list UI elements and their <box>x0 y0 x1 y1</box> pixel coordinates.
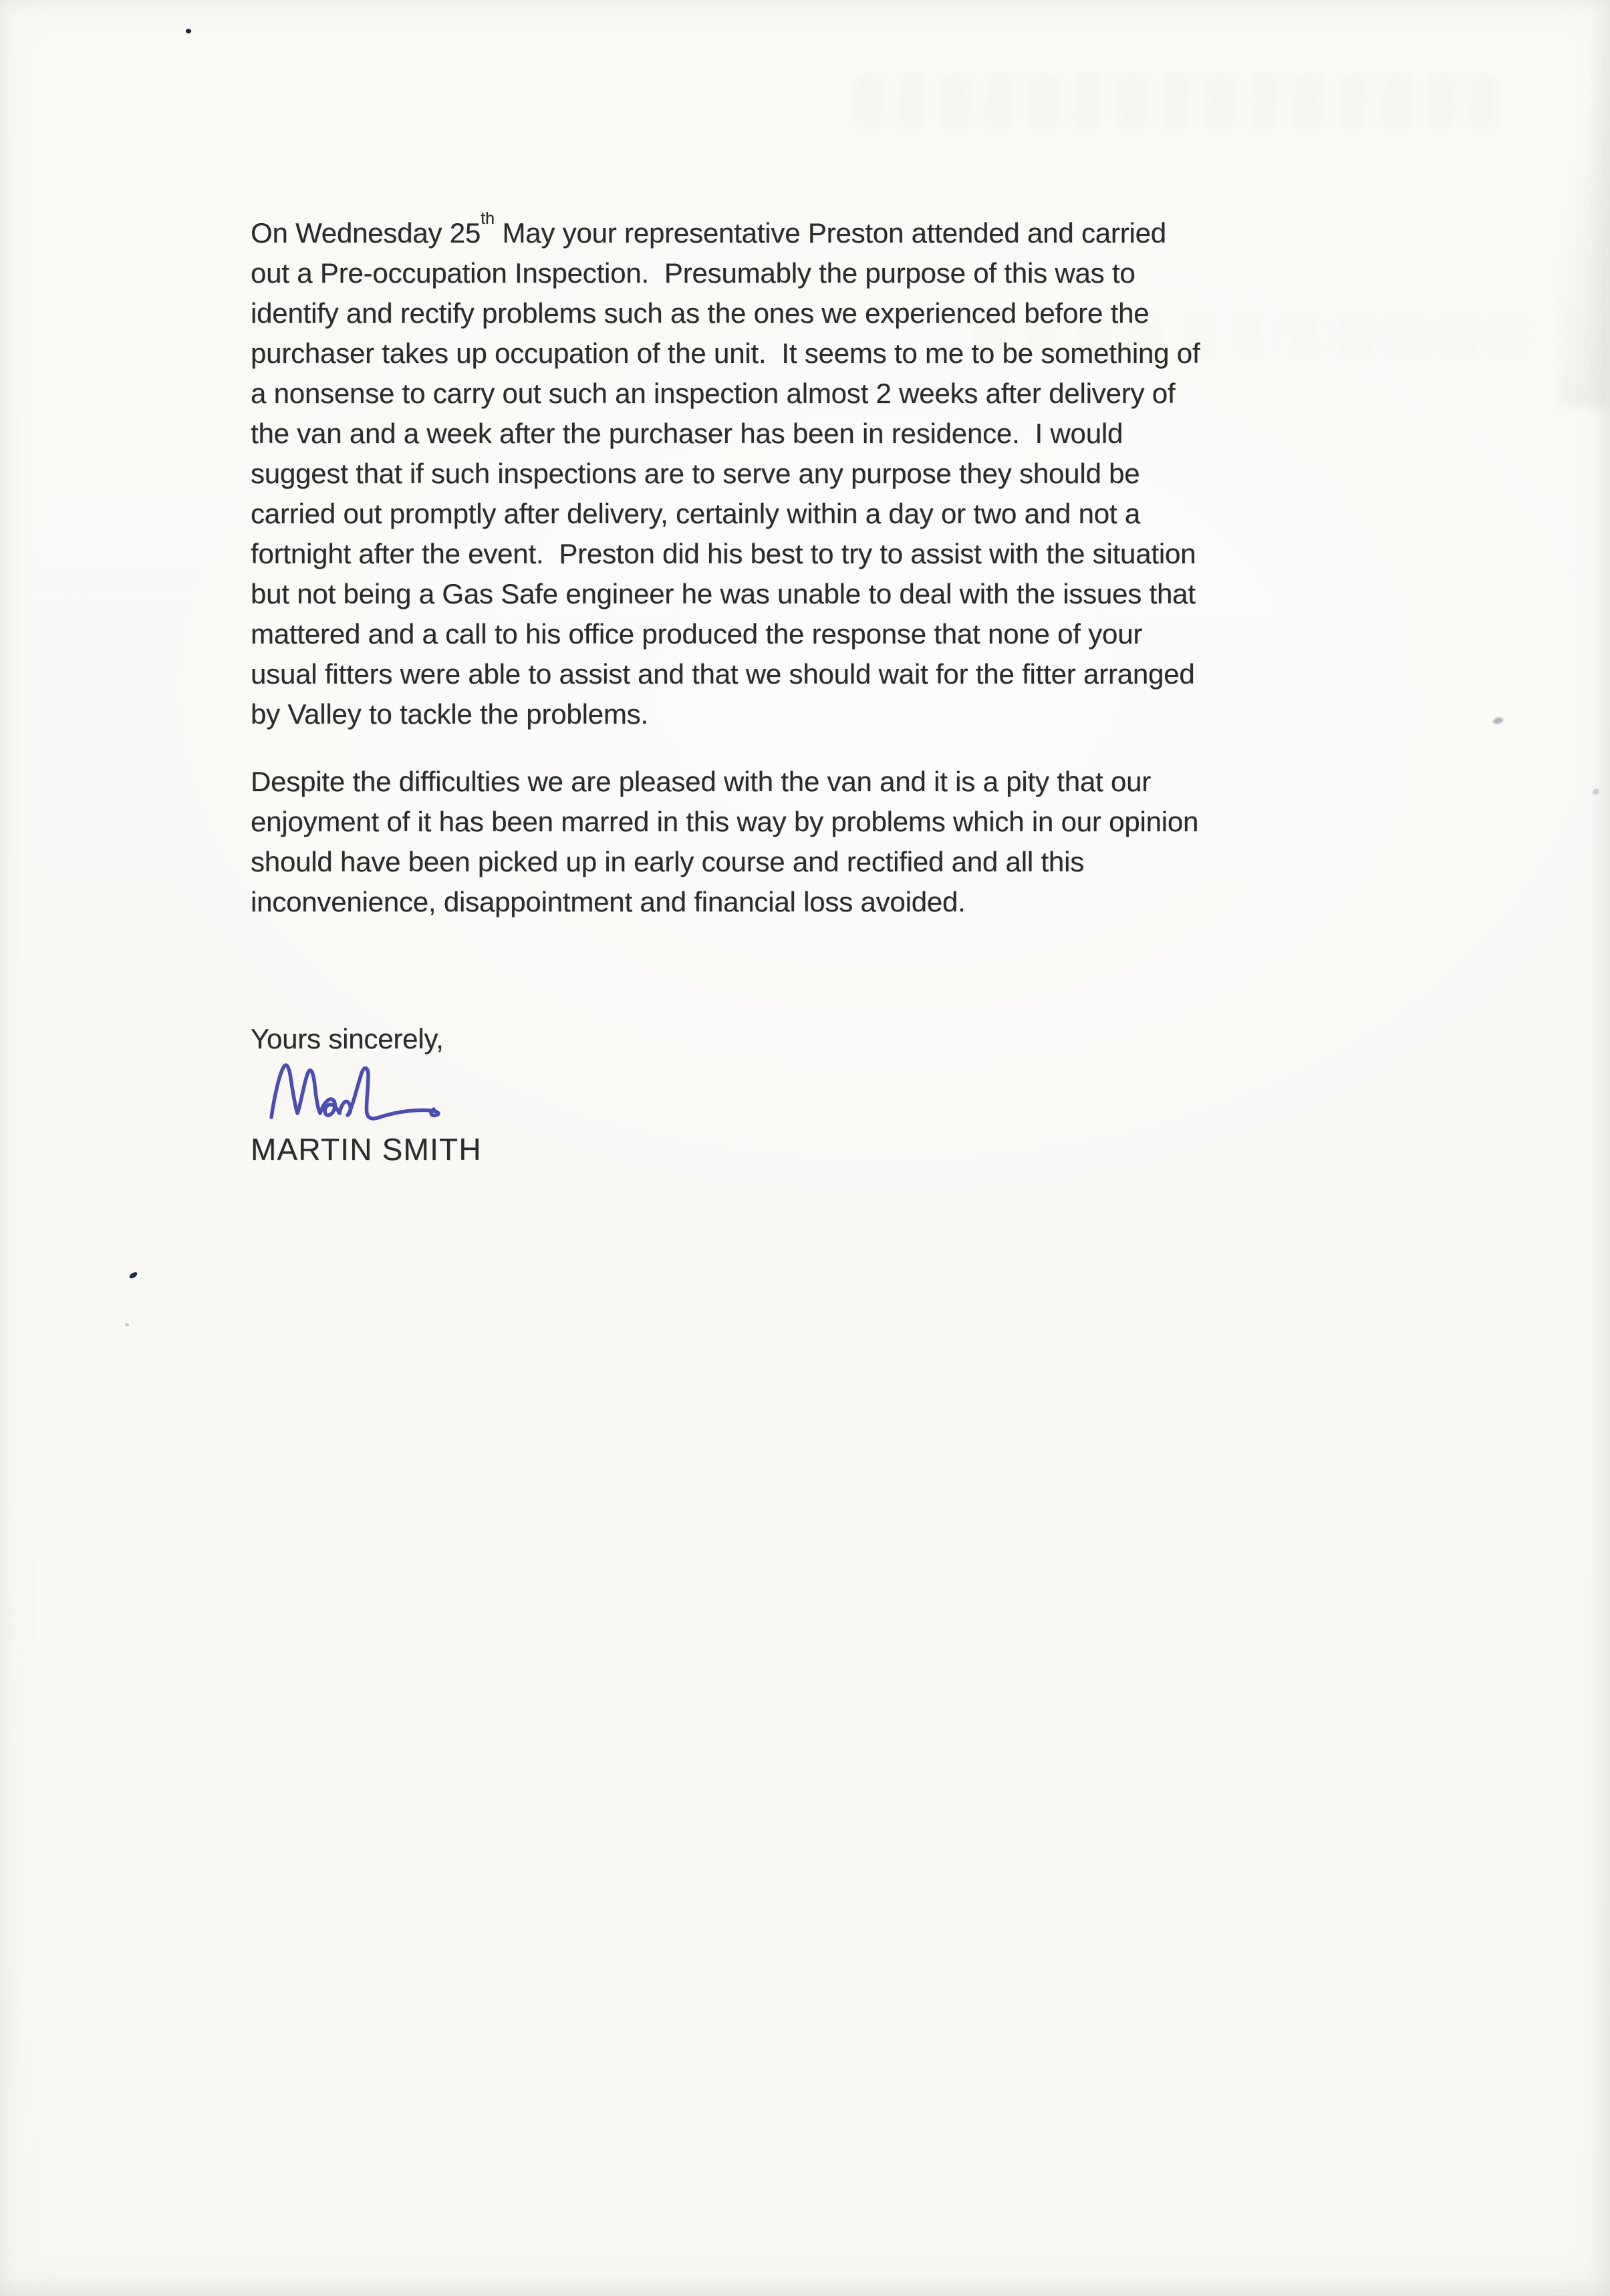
bleed-through-smudge <box>855 74 1497 128</box>
letter-line: suggest that if such inspections are to serve any purpose they should be <box>251 458 1140 489</box>
paragraph-1 <box>251 207 1200 734</box>
letter-line: the van and a week after the purchaser has been in residence. I would <box>251 418 1123 449</box>
ordinal-suffix: th <box>481 209 495 228</box>
ink-speck <box>125 1323 129 1326</box>
ink-speck <box>128 1271 138 1280</box>
ink-speck <box>1592 788 1601 797</box>
letter-line: MARTIN SMITH <box>251 1132 482 1167</box>
letter-line: by Valley to tackle the problems. <box>251 698 648 730</box>
letter-line: a nonsense to carry out such an inspection almost 2 weeks after delivery of <box>251 378 1176 409</box>
letter-line <box>251 207 1200 253</box>
ink-speck <box>185 28 192 35</box>
paragraph-2 <box>251 762 1198 922</box>
letter-line: fortnight after the event. Preston did his best to try to assist with the situation <box>251 538 1196 569</box>
letter-line-text: On Wednesday 25 <box>251 217 481 249</box>
letter-line: Yours sincerely, <box>251 1023 444 1054</box>
letter-line: inconvenience, disappointment and financial loss avoided. <box>251 886 966 917</box>
letter-line: carried out promptly after delivery, certainly within a day or two and not a <box>251 498 1140 529</box>
letter-line: enjoyment of it has been marred in this way by problems which in our opinion <box>251 806 1199 837</box>
letter-line: Despite the difficulties we are pleased with the van and it is a pity that our <box>251 766 1152 797</box>
closing-salutation <box>251 1019 444 1059</box>
letter-line: should have been picked up in early course and rectified and all this <box>251 846 1084 877</box>
letter-line-text: May your representative Preston attended and carried <box>494 217 1166 249</box>
scan-edge-streak <box>1557 33 1610 408</box>
signer-name <box>251 1129 482 1169</box>
letter-line: identify and rectify problems such as the ones we experienced before the <box>251 297 1150 329</box>
handwritten-signature-scribble <box>266 1057 456 1132</box>
ink-speck <box>1492 716 1504 725</box>
letter-line: purchaser takes up occupation of the unit. It seems to me to be something of <box>251 337 1200 369</box>
letter-line: mattered and a call to his office produced the response that none of your <box>251 618 1143 650</box>
letter-line: out a Pre-occupation Inspection. Presumably the purpose of this was to <box>251 257 1135 289</box>
letter-line: usual fitters were able to assist and that we should wait for the fitter arranged <box>251 658 1195 690</box>
letter-line: but not being a Gas Safe engineer he was unable to deal with the issues that <box>251 578 1196 609</box>
